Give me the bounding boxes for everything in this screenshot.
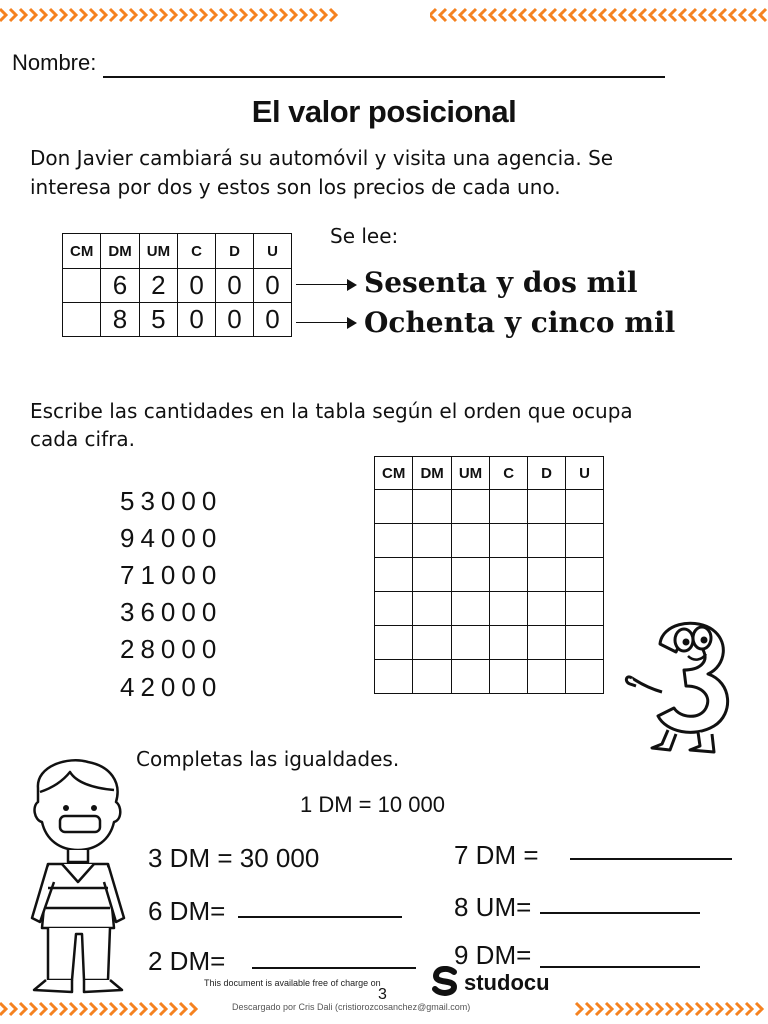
- exercise2-instruction: Completas las igualdades.: [136, 747, 400, 771]
- intro-line-1: Don Javier cambiará su automóvil y visita una agencia. Se: [30, 146, 614, 170]
- answer-cell[interactable]: [490, 558, 528, 592]
- table-row: [375, 592, 604, 626]
- arrow-head-icon: [347, 317, 357, 329]
- number-item: 28000: [120, 634, 223, 664]
- reference-equality: 1 DM = 10 000: [300, 792, 445, 817]
- answer-cell[interactable]: [490, 490, 528, 524]
- table-row: [375, 490, 604, 524]
- header-u: U: [254, 234, 292, 269]
- table-cell: 2: [139, 269, 177, 303]
- header-d: D: [216, 234, 254, 269]
- answer-cell[interactable]: [375, 626, 413, 660]
- nombre-blank-line[interactable]: [103, 76, 665, 78]
- answer-cell[interactable]: [451, 490, 489, 524]
- boy-illustration: [18, 758, 138, 998]
- header-cm: CM: [375, 457, 413, 490]
- arrow-head-icon: [347, 279, 357, 291]
- table-row: [63, 269, 292, 303]
- header-um: UM: [139, 234, 177, 269]
- number-three-mascot: [622, 616, 748, 766]
- answer-place-value-table: [374, 456, 604, 694]
- equality-left-3: 2 DM=: [148, 946, 226, 976]
- equality-right-2: 8 UM=: [454, 892, 532, 922]
- table-row: [375, 660, 604, 694]
- answer-cell[interactable]: [566, 490, 604, 524]
- answer-cell[interactable]: [490, 660, 528, 694]
- number-item: 36000: [120, 597, 223, 627]
- table-cell: [63, 269, 101, 303]
- table-row: [63, 303, 292, 337]
- equality-left-1: 3 DM = 30 000: [148, 843, 320, 873]
- reading-2: Ochenta y cinco mil: [364, 306, 676, 339]
- answer-cell[interactable]: [490, 626, 528, 660]
- header-u: U: [566, 457, 604, 490]
- number-item: 71000: [120, 560, 223, 590]
- answer-cell[interactable]: [375, 592, 413, 626]
- studocu-brand-text: studocu: [464, 970, 550, 995]
- answer-cell[interactable]: [413, 660, 451, 694]
- answer-cell[interactable]: [528, 592, 566, 626]
- answer-blank[interactable]: [540, 966, 700, 968]
- table-cell: 0: [216, 303, 254, 337]
- bottom-zigzag-border: [0, 996, 768, 1022]
- answer-cell[interactable]: [528, 524, 566, 558]
- answer-cell[interactable]: [413, 626, 451, 660]
- answer-cell[interactable]: [413, 592, 451, 626]
- top-left-zigzag-border: [0, 2, 338, 28]
- header-dm: DM: [413, 457, 451, 490]
- answer-cell[interactable]: [413, 558, 451, 592]
- header-c: C: [178, 234, 216, 269]
- answer-cell[interactable]: [528, 660, 566, 694]
- equality-right-3: 9 DM=: [454, 940, 532, 970]
- answer-cell[interactable]: [375, 490, 413, 524]
- header-um: UM: [451, 457, 489, 490]
- answer-table-header-row: [375, 457, 604, 490]
- se-lee-label: Se lee:: [330, 224, 399, 248]
- table-cell: 0: [254, 269, 292, 303]
- answer-blank[interactable]: [540, 912, 700, 914]
- table-cell: 0: [254, 303, 292, 337]
- example-table-header-row: [63, 234, 292, 269]
- top-right-zigzag-border: [430, 2, 768, 28]
- table-cell: 0: [178, 269, 216, 303]
- reading-1: Sesenta y dos mil: [364, 266, 638, 299]
- answer-cell[interactable]: [375, 524, 413, 558]
- header-d: D: [528, 457, 566, 490]
- equality-left-2: 6 DM=: [148, 896, 226, 926]
- page-number: 3: [378, 986, 387, 1003]
- answer-cell[interactable]: [566, 558, 604, 592]
- answer-cell[interactable]: [451, 660, 489, 694]
- answer-cell[interactable]: [490, 524, 528, 558]
- table-row: [375, 626, 604, 660]
- studocu-logo[interactable]: [432, 966, 550, 1000]
- answer-cell[interactable]: [566, 660, 604, 694]
- table-cell: 0: [178, 303, 216, 337]
- answer-blank[interactable]: [252, 967, 416, 969]
- answer-cell[interactable]: [490, 592, 528, 626]
- number-item: 53000: [120, 486, 223, 516]
- arrow-line-1: [296, 284, 348, 285]
- answer-cell[interactable]: [528, 626, 566, 660]
- studocu-logo-icon: [432, 966, 460, 1000]
- table-row: [375, 558, 604, 592]
- free-notice: This document is available free of charge on: [204, 978, 381, 988]
- example-place-value-table: [62, 233, 292, 337]
- number-item: 94000: [120, 523, 223, 553]
- answer-blank[interactable]: [238, 916, 402, 918]
- answer-cell[interactable]: [375, 558, 413, 592]
- table-cell: 0: [216, 269, 254, 303]
- answer-cell[interactable]: [413, 524, 451, 558]
- nombre-label: Nombre:: [12, 50, 97, 75]
- table-cell: 8: [101, 303, 139, 337]
- table-cell: [63, 303, 101, 337]
- table-row: [375, 524, 604, 558]
- answer-cell[interactable]: [528, 490, 566, 524]
- header-cm: CM: [63, 234, 101, 269]
- table-cell: 5: [139, 303, 177, 337]
- equality-right-1: 7 DM =: [454, 840, 539, 870]
- answer-cell[interactable]: [413, 490, 451, 524]
- downloaded-by: Descargado por Cris Dali (cristiorozcosanchez@gmail.com): [232, 1002, 471, 1012]
- answer-cell[interactable]: [451, 592, 489, 626]
- answer-cell[interactable]: [566, 626, 604, 660]
- number-item: 42000: [120, 672, 223, 702]
- exercise1-line-2: cada cifra.: [30, 427, 135, 451]
- exercise1-line-1: Escribe las cantidades en la tabla según el orden que ocupa: [30, 399, 633, 423]
- answer-blank[interactable]: [570, 858, 732, 860]
- answer-cell[interactable]: [451, 558, 489, 592]
- answer-cell[interactable]: [528, 558, 566, 592]
- answer-cell[interactable]: [451, 626, 489, 660]
- arrow-line-2: [296, 322, 348, 323]
- answer-cell[interactable]: [375, 660, 413, 694]
- table-cell: 6: [101, 269, 139, 303]
- intro-line-2: interesa por dos y estos son los precios de cada uno.: [30, 175, 561, 199]
- header-dm: DM: [101, 234, 139, 269]
- answer-cell[interactable]: [566, 592, 604, 626]
- answer-cell[interactable]: [566, 524, 604, 558]
- answer-cell[interactable]: [451, 524, 489, 558]
- header-c: C: [490, 457, 528, 490]
- page-title: El valor posicional: [251, 94, 517, 129]
